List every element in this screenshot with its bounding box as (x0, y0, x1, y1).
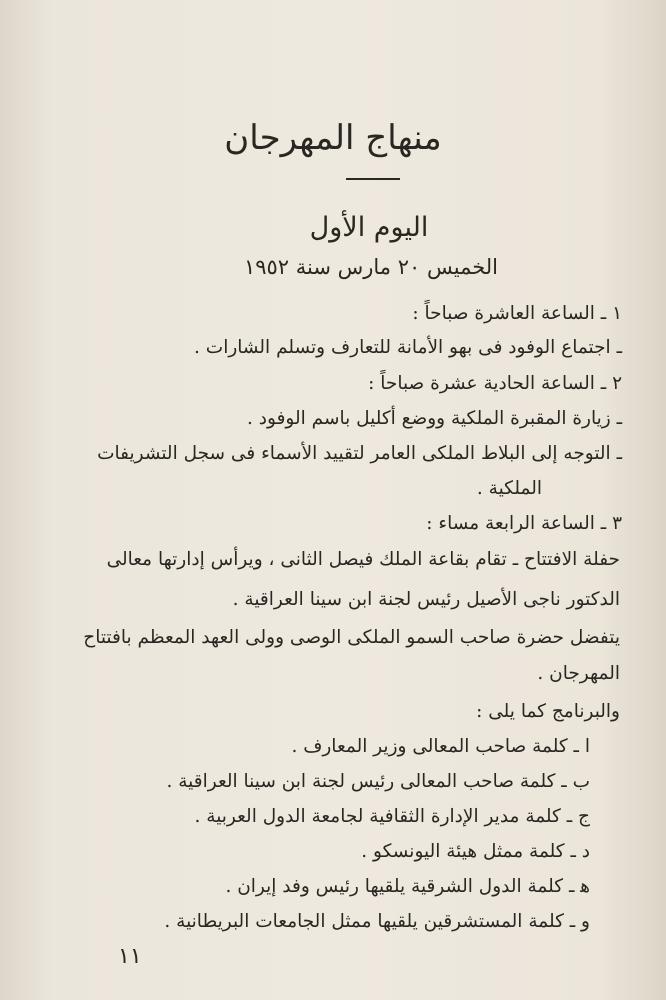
item-2-detail-2-cont: الملكية . (476, 478, 542, 499)
program-item-f: و ـ كلمة المستشرقين يلقيها ممثل الجامعات البريطانية . (164, 911, 590, 932)
item-3-para-2: يتفضل حضرة صاحب السمو الملكى الوصى وولى العهد المعظم بافتتاح (83, 627, 620, 648)
program-item-b: ب ـ كلمة صاحب المعالى رئيس لجنة ابن سينا العراقية . (166, 771, 590, 792)
program-item-e: ﻫ ـ كلمة الدول الشرقية يلقيها رئيس وفد إيران . (225, 876, 590, 897)
item-3-heading: ٣ ـ الساعة الرابعة مساء : (426, 513, 622, 534)
page-number: ١١ (118, 944, 142, 969)
program-item-d: د ـ كلمة ممثل هيئة اليونسكو . (361, 841, 590, 862)
date-line: الخميس ٢٠ مارس سنة ١٩٥٢ (243, 255, 499, 279)
item-3-para-2-cont: المهرجان . (537, 663, 620, 684)
page-title: منهاج المهرجان (224, 118, 442, 158)
item-2-detail-1: ـ زيارة المقبرة الملكية ووضع أكليل باسم الوفود . (247, 408, 622, 429)
item-3-para-1: حفلة الافتتاح ـ تقام بقاعة الملك فيصل الثانى ، ويرأس إدارتها معالى (106, 549, 620, 570)
item-2-detail-2: ـ التوجه إلى البلاط الملكى العامر لتقييد الأسماء فى سجل التشريفات (97, 443, 622, 464)
item-2-heading: ٢ ـ الساعة الحادية عشرة صباحاً : (368, 373, 622, 394)
program-item-c: ج ـ كلمة مدير الإدارة الثقافية لجامعة الدول العربية . (194, 806, 590, 827)
item-1-heading: ١ ـ الساعة العاشرة صباحاً : (412, 303, 622, 324)
item-3-para-1-cont: الدكتور ناجى الأصيل رئيس لجنة ابن سينا العراقية . (232, 589, 620, 610)
day-heading: اليوم الأول (309, 212, 429, 243)
program-item-a: ا ـ كلمة صاحب المعالى وزير المعارف . (291, 736, 590, 757)
title-divider (346, 178, 400, 180)
item-1-detail: ـ اجتماع الوفود فى بهو الأمانة للتعارف وتسلم الشارات . (194, 337, 622, 358)
program-intro: والبرنامج كما يلى : (476, 701, 620, 722)
